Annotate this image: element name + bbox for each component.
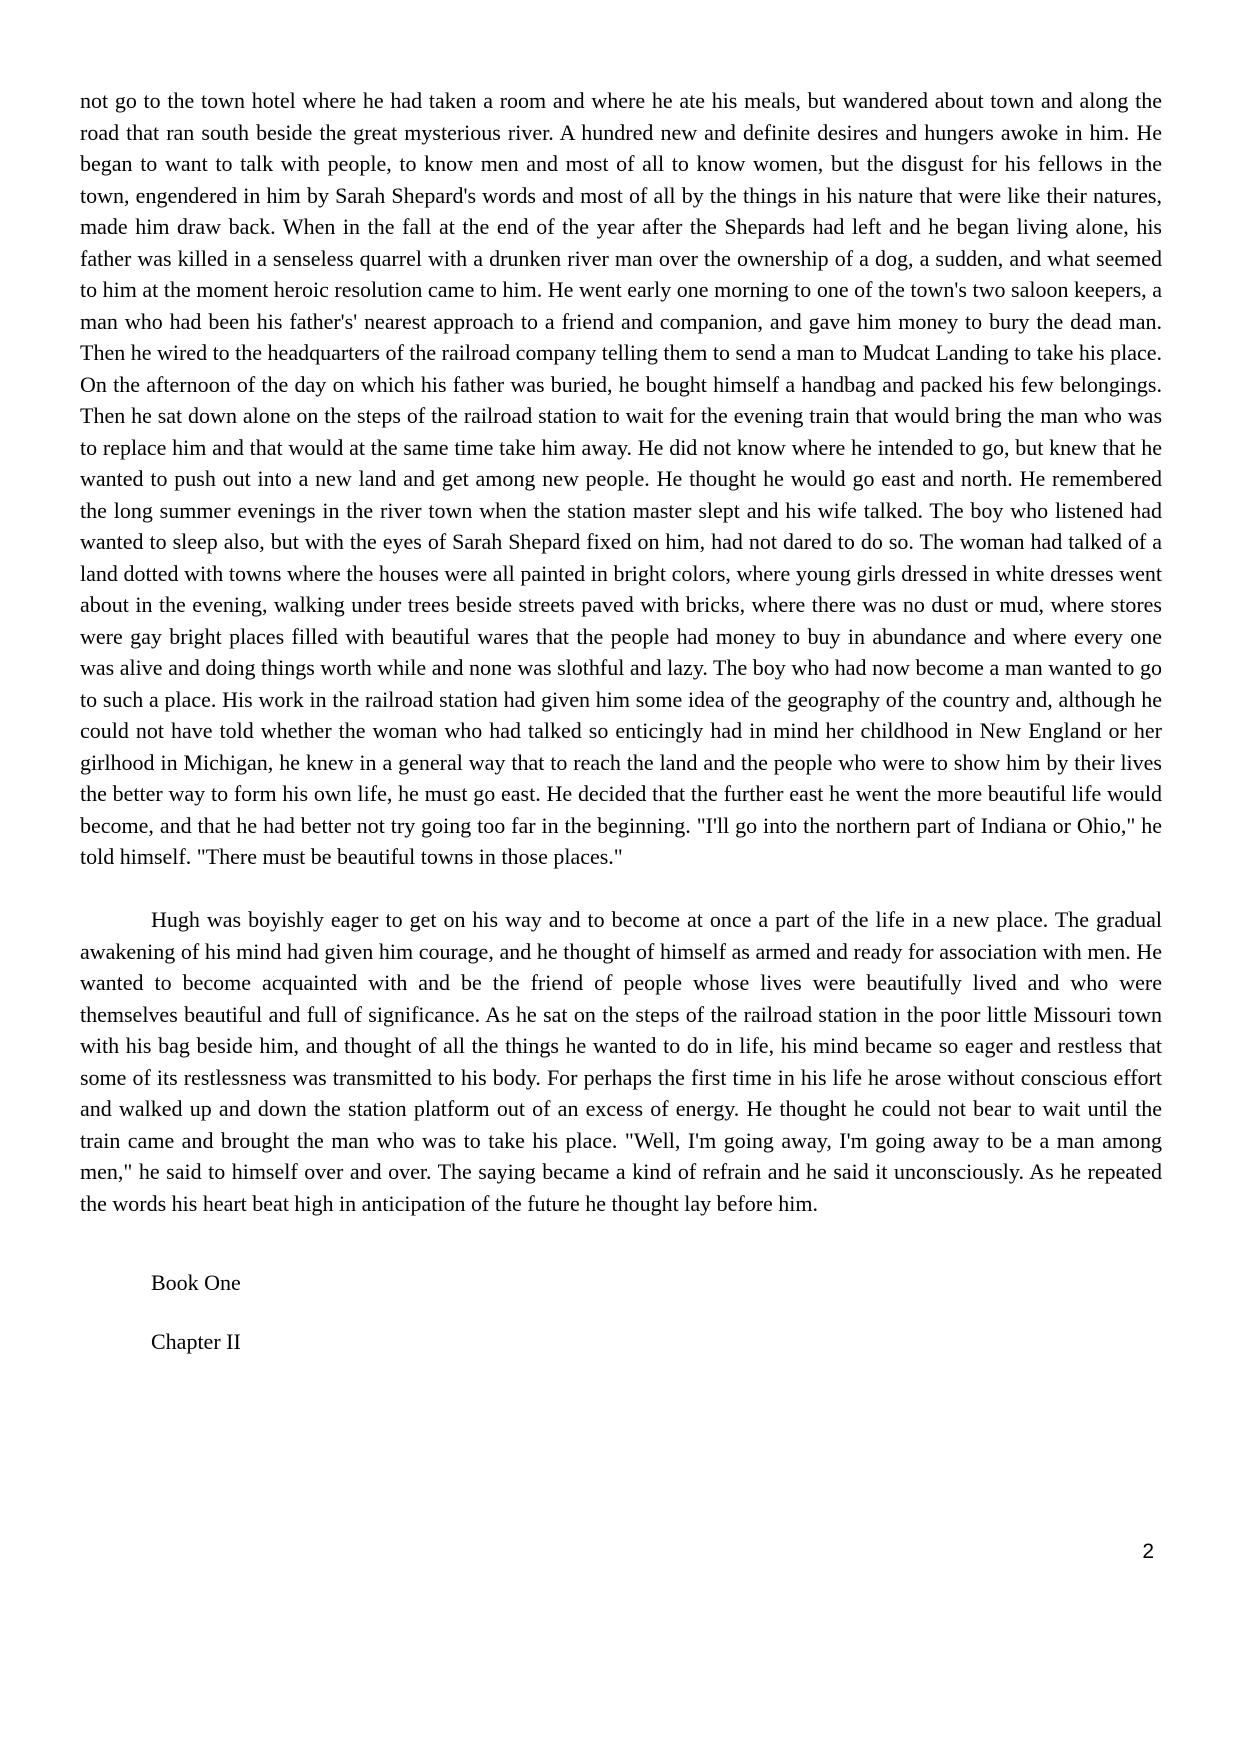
body-paragraph-1: not go to the town hotel where he had taken a room and where he ate his meals, but wandered about town and along the road that ran south beside the great mysterious river. A hundred new and definite desires and hungers awoke in him. He began to want to talk with people, to know men and most of all to know women, but the disgust for his fellows in the town, engendered in him by Sarah Shepard's words and most of all by the things in his nature that were like their natures, made him draw back. When in the fall at the end of the year after the Shepards had left and he began living alone, his father was killed in a senseless quarrel with a drunken river man over the ownership of a dog, a sudden, and what seemed to him at the moment heroic resolution came to him. He went early one morning to one of the town's two saloon keepers, a man who had been his father's' nearest approach to a friend and companion, and gave him money to bury the dead man. Then he wired to the headquarters of the railroad company telling them to send a man to Mudcat Landing to take his place. On the afternoon of the day on which his father was buried, he bought himself a handbag and packed his few belongings. Then he sat down alone on the steps of the railroad station to wait for the evening train that would bring the man who was to replace him and that would at the same time take him away. He did not know where he intended to go, but knew that he wanted to push out into a new land and get among new people. He thought he would go east and north. He remembered the long summer evenings in the river town when the station master slept and his wife talked. The boy who listened had wanted to sleep also, but with the eyes of Sarah Shepard fixed on him, had not dared to do so. The woman had talked of a land dotted with towns where the houses were all painted in bright colors, where young girls dressed in white dresses went about in the evening, walking under trees beside streets paved with bricks, where there was no dust or mud, where stores were gay bright places filled with beautiful wares that the people had money to buy in abundance and where every one was alive and doing things worth while and none was slothful and lazy. The boy who had now become a man wanted to go to such a place. His work in the railroad station had given him some idea of the geography of the country and, although he could not have told whether the woman who had talked so enticingly had in mind her childhood in New England or her girlhood in Michigan, he knew in a general way that to reach the land and the people who were to show him by their lives the better way to form his own life, he must go east. He decided that the further east he went the more beautiful life would become, and that he had better not try going too far in the beginning. "I'll go into the northern part of Indiana or Ohio," he told himself. "There must be beautiful towns in those places." (80, 88, 1162, 869)
text-content (80, 85, 1162, 1357)
book-heading: Book One (151, 1270, 241, 1295)
chapter-heading: Chapter II (151, 1328, 241, 1354)
page-number: 2 (1142, 1540, 1154, 1563)
body-paragraph-2: Hugh was boyishly eager to get on his way and to become at once a part of the life in a new place. The gradual awakening of his mind had given him courage, and he thought of himself as armed and ready for association with men. He wanted to become acquainted with and be the friend of people whose lives were beautifully lived and who were themselves beautiful and full of significance. As he sat on the steps of the railroad station in the poor little Missouri town with his bag beside him, and thought of all the things he wanted to do in life, his mind became so eager and restless that some of its restlessness was transmitted to his body. For perhaps the first time in his life he arose without conscious effort and walked up and down the station platform out of an excess of energy. He thought he could not bear to wait until the train came and brought the man who was to take his place. "Well, I'm going away, I'm going away to be a man among men," he said to himself over and over. The saying became a kind of refrain and he said it unconsciously. As he repeated the words his heart beat high in anticipation of the future he thought lay before him. (80, 907, 1162, 1216)
